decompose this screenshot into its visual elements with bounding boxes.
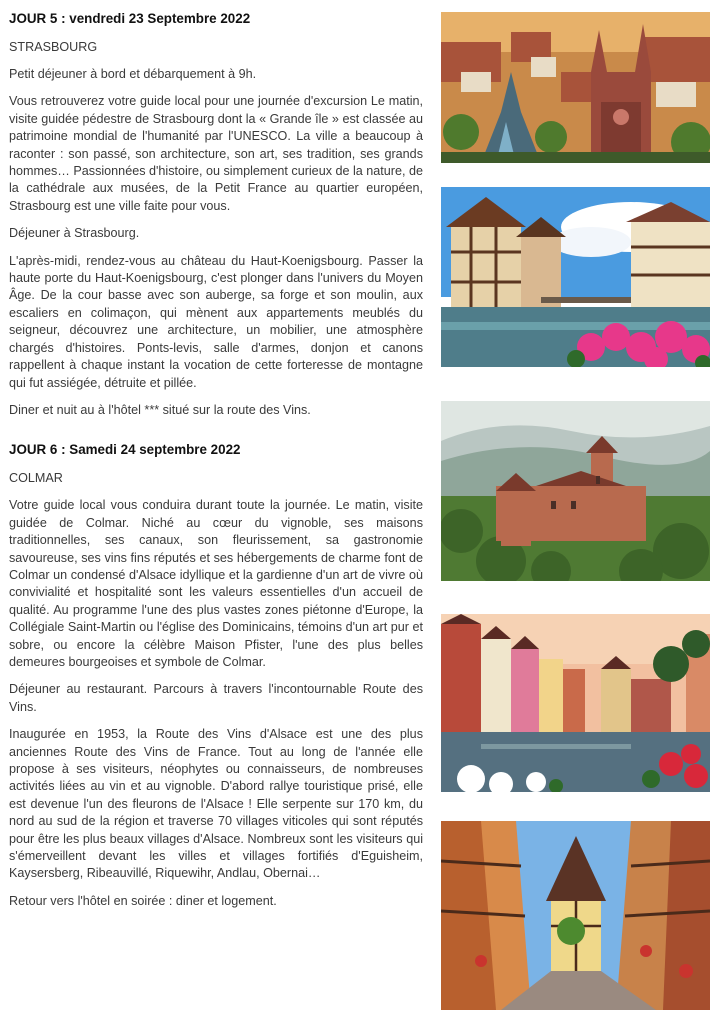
paragraph: Inaugurée en 1953, la Route des Vins d'Alsace est une des plus anciennes Route des Vins de France. Tout au long de l'année elle propose à ses visiteurs, néophytes ou connaisseurs, de nombreuses activités liées au vin et au vignoble. D'abord rallye touristique prisé, elle est devenue l'un des fleurons de l'Alsace ! Elle serpente sur 170 km, du nord au sud de la région et traverse 70 villages viticoles qui sont réputés pour être les plus beaux villages d'Alsace. Nombreux sont les visiteurs qui s'émerveillent devant les villes et villages fortifiés d'Eguisheim, Kaysersberg, Ribeauvillé, Riquewihr, Andlau, Obernai… (9, 727, 423, 881)
itinerary-text (9, 10, 423, 920)
photo-alsace-village (441, 821, 710, 1010)
paragraph: L'après-midi, rendez-vous au château du Haut-Koenigsbourg. Passer la haute porte du Haut-Koenigsbourg, c'est plonger dans l'univers du Moyen Âge. De la cour basse avec son auberge, sa forge et son moulin, aux escaliers en colimaçon, qui mènent aux appartements meublés du seigneur, découvrez une architecture, un mobilier, une atmosphère chargés d'histoires. Ponts-levis, salle d'armes, donjon et canons rappellent à chaque instant la vocation de cette forteresse de montagne qui fut assiégée, détruite et pillée. (9, 253, 423, 390)
photo-colmar-canal (441, 614, 710, 792)
photo-strasbourg-cathedral (441, 12, 710, 163)
day-title: JOUR 6 : Samedi 24 septembre 2022 (9, 442, 241, 458)
day-city: COLMAR (9, 471, 63, 486)
paragraph: Petit déjeuner à bord et débarquement à 9h. (9, 67, 257, 81)
day-city: STRASBOURG (9, 40, 98, 54)
paragraph: Déjeuner à Strasbourg. (9, 226, 140, 241)
paragraph: Votre guide local vous conduira durant toute la journée. Le matin, visite guidée de Colmar. Niché au cœur du vignoble, ses maisons traditionnelles, ses canaux, son fleurissement, sa gastronomie savoureuse, ses vins fins réputés et ses hébergements de charme font de Colmar un condensé d'Alsace idyllique et la gardienne d'un art de vivre où convivialité et hospitalité sont les valeurs essentielles d'un accueil de qualité. Au programme l'une des plus vastes zones piétonne d'Europe, la Collégiale Saint-Martin ou l'église des Dominicains, témoins d'un art pur et sobre, ou encore la célèbre Maison Pfister, l'une des plus belles demeures bourgeoises et symbole de Colmar. (9, 498, 423, 669)
paragraph: Vous retrouverez votre guide local pour une journée d'excursion Le matin, visite guidée pédestre de Strasbourg dont la « Grande île » est classée au patrimoine mondial de l'humanité par l'UNESCO. La ville a beaucoup à raconter : son passé, son architecture, son art, ses tradition, ses grands hommes… Passionnées d'histoire, ou simplement curieux de la nature, de la cathédrale aux musées, de la Petit France au quartier européen, Strasbourg est une ville faite pour vous. (9, 94, 424, 213)
day-5-section (9, 10, 423, 419)
day-6-section (9, 441, 423, 910)
photo-haut-koenigsbourg (441, 401, 710, 581)
paragraph: Déjeuner au restaurant. Parcours à travers l'incontournable Route des Vins. (9, 682, 423, 714)
paragraph: Retour vers l'hôtel en soirée : diner et logement. (9, 893, 277, 908)
photo-petite-france (441, 187, 710, 367)
day-title: JOUR 5 : vendredi 23 Septembre 2022 (9, 11, 251, 26)
paragraph: Diner et nuit au à l'hôtel *** situé sur la route des Vins. (9, 402, 311, 417)
